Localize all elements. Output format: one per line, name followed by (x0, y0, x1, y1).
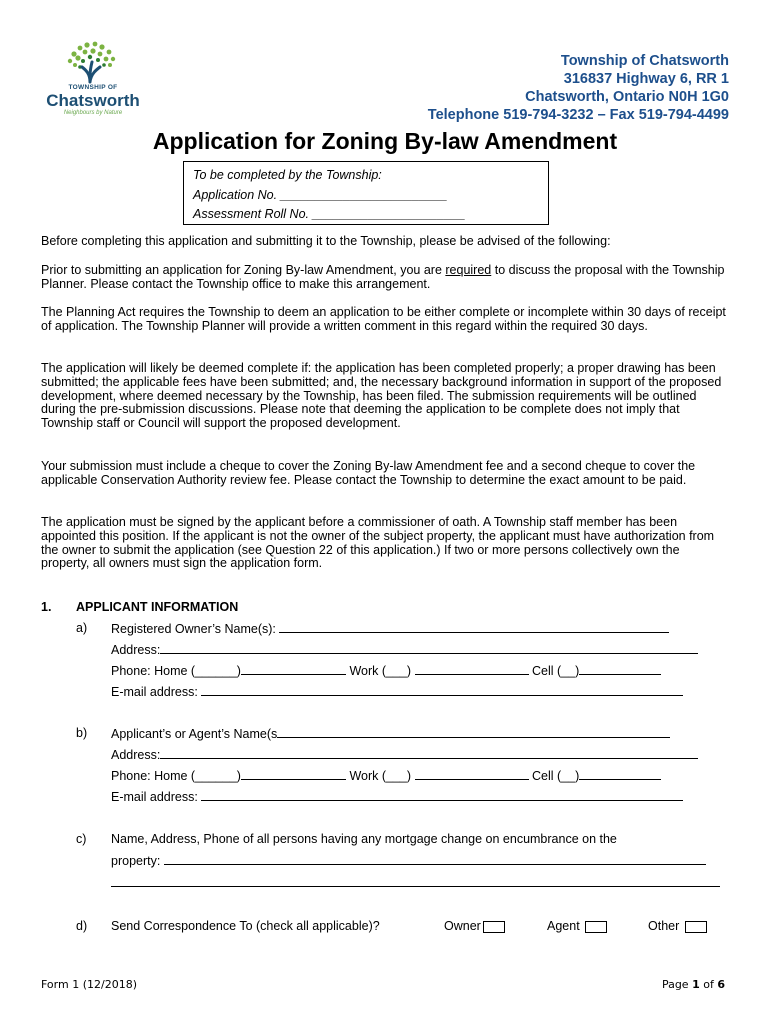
agent-email-label: E-mail address: (111, 790, 198, 804)
township-box-heading: To be completed by the Township: (193, 168, 382, 182)
owner-name-field[interactable] (279, 621, 669, 633)
agent-home-phone-field[interactable] (241, 768, 346, 780)
agent-name-row (111, 726, 670, 741)
other-option (648, 919, 707, 933)
form-number: Form 1 (12/2018) (41, 978, 137, 991)
agent-cell-phone-field[interactable] (579, 768, 661, 780)
owner-option (444, 919, 505, 933)
address-line: Telephone 519-794-3232 – Fax 519-794-4499 (427, 107, 729, 123)
owner-work-phone-label: Work (___) (349, 664, 412, 678)
owner-email-field[interactable] (201, 684, 683, 696)
item-letter-b: b) (76, 726, 88, 740)
township-logo (38, 40, 148, 120)
owner-address-field[interactable] (160, 642, 698, 654)
page-current: 1 (692, 978, 700, 991)
agent-email-field[interactable] (201, 789, 683, 801)
agent-cell-phone-label: Cell (__) (532, 769, 580, 783)
intro-paragraph-3: The Planning Act requires the Township to deem an application to be either complete or incomplete within 30 days of receipt of application. The Township Planner will provide a written comment in this regard within the required 30 days. (41, 305, 726, 333)
address-line: Chatsworth, Ontario N0H 1G0 (525, 89, 729, 105)
other-checkbox[interactable] (685, 921, 707, 933)
owner-home-phone-field[interactable] (241, 663, 346, 675)
mortgage-property-label: property: (111, 854, 161, 868)
correspondence-text: Send Correspondence To (check all applicable)? (111, 919, 380, 933)
agent-checkbox[interactable] (585, 921, 607, 933)
item-letter-a: a) (76, 621, 88, 635)
owner-name-row (111, 621, 669, 636)
agent-address-field[interactable] (160, 747, 698, 759)
section-number: 1. (41, 600, 52, 614)
agent-option (547, 919, 607, 933)
page-total: 6 (717, 978, 725, 991)
intro-text: Prior to submitting an application for Zoning By-law Amendment, you are (41, 263, 446, 277)
agent-work-phone-label: Work (___) (349, 769, 412, 783)
intro-paragraph-5: Your submission must include a cheque to cover the Zoning By-law Amendment fee and a second cheque to cover the applicable Conservation Authority review fee. Please contact the Township to determine the exact amount to be paid. (41, 459, 696, 487)
logo-line2: Chatsworth (46, 91, 140, 110)
address-line: Township of Chatsworth (560, 53, 729, 69)
township-use-box (183, 161, 549, 225)
intro-paragraph-4: The application will likely be deemed complete if: the application has been completed properly; a proper drawing has been submitted; the applicable fees have been submitted; and, the necessary background information in support of the proposed development, where deemed necessary by the Township, has been filed. The submission requirements will be outlined during the pre-submission discussions. Please note that deeming the application to be complete does not imply that Township staff or Council will support the proposed development. (41, 361, 722, 431)
agent-email-row (111, 789, 683, 804)
agent-option-label: Agent (547, 919, 580, 933)
address-line: 316837 Highway 6, RR 1 (563, 71, 729, 87)
agent-work-phone-field[interactable] (415, 768, 529, 780)
page-number (662, 978, 725, 991)
logo-line1: TOWNSHIP OF (68, 84, 118, 91)
owner-checkbox[interactable] (483, 921, 505, 933)
agent-name-field[interactable] (277, 726, 670, 738)
mortgage-extra-line[interactable] (111, 886, 720, 887)
assessment-roll-field[interactable]: Assessment Roll No. ______________________ (193, 207, 466, 221)
page-prefix: Page (661, 978, 693, 991)
page-title: Application for Zoning By-law Amendment (152, 128, 618, 154)
mortgage-property-field[interactable] (164, 853, 706, 865)
owner-home-phone-label: Phone: Home (______) (111, 664, 241, 678)
owner-address-row (111, 642, 698, 657)
owner-email-label: E-mail address: (111, 685, 198, 699)
logo-tagline: Neighbours by Nature (63, 110, 123, 116)
owner-email-row (111, 684, 683, 699)
intro-paragraph-6: The application must be signed by the applicant before a commissioner of oath. A Township staff member has been appointed this position. If the applicant is not the owner of the subject property, the applicant must have authorization from the owner to submit the application (see Question 22 of this application.) If two or more persons collectively own the property, all owners must sign the application form. (41, 515, 715, 571)
owner-cell-phone-label: Cell (__) (532, 664, 580, 678)
owner-name-label: Registered Owner’s Name(s): (111, 622, 276, 636)
mortgage-property-row (111, 853, 706, 868)
owner-cell-phone-field[interactable] (579, 663, 661, 675)
section-heading: APPLICANT INFORMATION (76, 600, 239, 614)
other-option-label: Other (648, 919, 680, 933)
owner-address-label: Address: (111, 643, 161, 657)
agent-address-row (111, 747, 698, 762)
agent-name-label: Applicant’s or Agent’s Name(s (111, 727, 278, 741)
application-no-field[interactable]: Application No. ________________________ (193, 187, 448, 202)
agent-home-phone-label: Phone: Home (______) (111, 769, 241, 783)
owner-option-label: Owner (444, 919, 481, 933)
intro-paragraph-2 (41, 264, 731, 292)
tree-logo-icon (64, 40, 122, 84)
mortgage-text: Name, Address, Phone of all persons having any mortgage change on encumbrance on the (111, 832, 617, 846)
required-emphasis: required (445, 263, 492, 277)
agent-phone-row (111, 768, 661, 783)
owner-work-phone-field[interactable] (415, 663, 529, 675)
agent-address-label: Address: (111, 748, 161, 762)
township-address (428, 52, 729, 124)
intro-paragraph-1: Before completing this application and submitting it to the Township, please be advised of the following: (41, 234, 611, 248)
page-of: of (699, 978, 718, 991)
owner-phone-row (111, 663, 661, 678)
item-letter-d: d) (76, 919, 88, 933)
intro-text: to discuss the proposal with the Township Planner. Please contact the Township office to make this arrangement. (41, 263, 725, 291)
item-letter-c: c) (76, 832, 87, 846)
